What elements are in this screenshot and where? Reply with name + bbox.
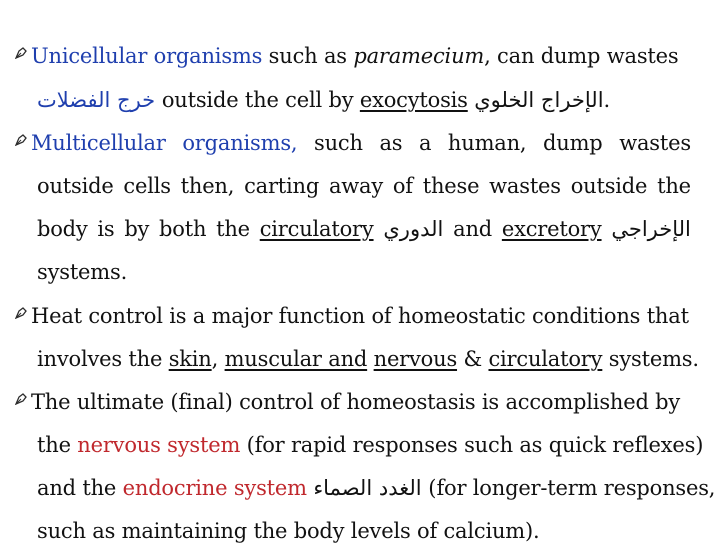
bullet-4-line-4: such as maintaining the body levels of calcium). xyxy=(37,519,540,543)
term-excretory: excretory xyxy=(501,217,602,241)
bullet-1-line-2: خرج الفضلات outside the cell by exocytosis الإخراج الخلوي. xyxy=(37,88,611,112)
term-skin: skin xyxy=(168,347,212,371)
bullet-2-line-4: systems. xyxy=(37,260,128,284)
pen-nib-bullet-icon xyxy=(15,393,27,405)
bullet-3-line-1: Heat control is a major function of homeostatic conditions that xyxy=(31,304,689,328)
term-multicellular: Multicellular xyxy=(31,131,166,155)
bullet-4-line-1: The ultimate (final) control of homeostasis is accomplished by xyxy=(31,390,681,414)
pen-nib-bullet-icon xyxy=(15,307,27,319)
arabic-cellular-excretion: الإخراج الخلوي xyxy=(474,88,604,112)
bullet-3-line-2: involves the skin, muscular and nervous & circulatory systems. xyxy=(37,347,699,371)
pen-nib-bullet-icon xyxy=(15,47,27,59)
term-circulatory-2: circulatory xyxy=(488,347,603,371)
arabic-circulatory: الدوري xyxy=(383,217,444,241)
arabic-excretory: الإخراجي xyxy=(611,217,691,241)
term-endocrine-system: endocrine system xyxy=(122,476,307,500)
term-nervous-system: nervous system xyxy=(77,433,241,457)
arabic-endocrine-glands: الغدد الصماء xyxy=(313,476,422,500)
arabic-waste-excretion: خرج الفضلات xyxy=(37,88,156,112)
term-unicellular-organisms: Unicellular organisms xyxy=(31,44,263,68)
bullet-2-line-2: outside cells then, carting away of these wastes outside the xyxy=(37,174,691,198)
term-paramecium: paramecium xyxy=(353,44,485,68)
bullet-4-line-2: the nervous system (for rapid responses such as quick reflexes) xyxy=(37,433,704,457)
bullet-2-line-3: body is by both the circulatory الدوري and excretory الإخراجي xyxy=(37,217,691,241)
term-muscular-and: muscular and xyxy=(224,347,368,371)
term-organisms: organisms, xyxy=(182,131,298,155)
bullet-4-line-3: and the endocrine system الغدد الصماء (for longer-term responses, xyxy=(37,476,716,500)
bullet-2-line-1: Multicellular organisms, such as a human, dump wastes xyxy=(31,131,691,155)
bullet-1-line-1: Unicellular organisms such as paramecium, can dump wastes xyxy=(31,44,679,68)
pen-nib-bullet-icon xyxy=(15,134,27,146)
term-nervous: nervous xyxy=(373,347,458,371)
term-circulatory: circulatory xyxy=(259,217,374,241)
term-exocytosis: exocytosis xyxy=(359,88,468,112)
